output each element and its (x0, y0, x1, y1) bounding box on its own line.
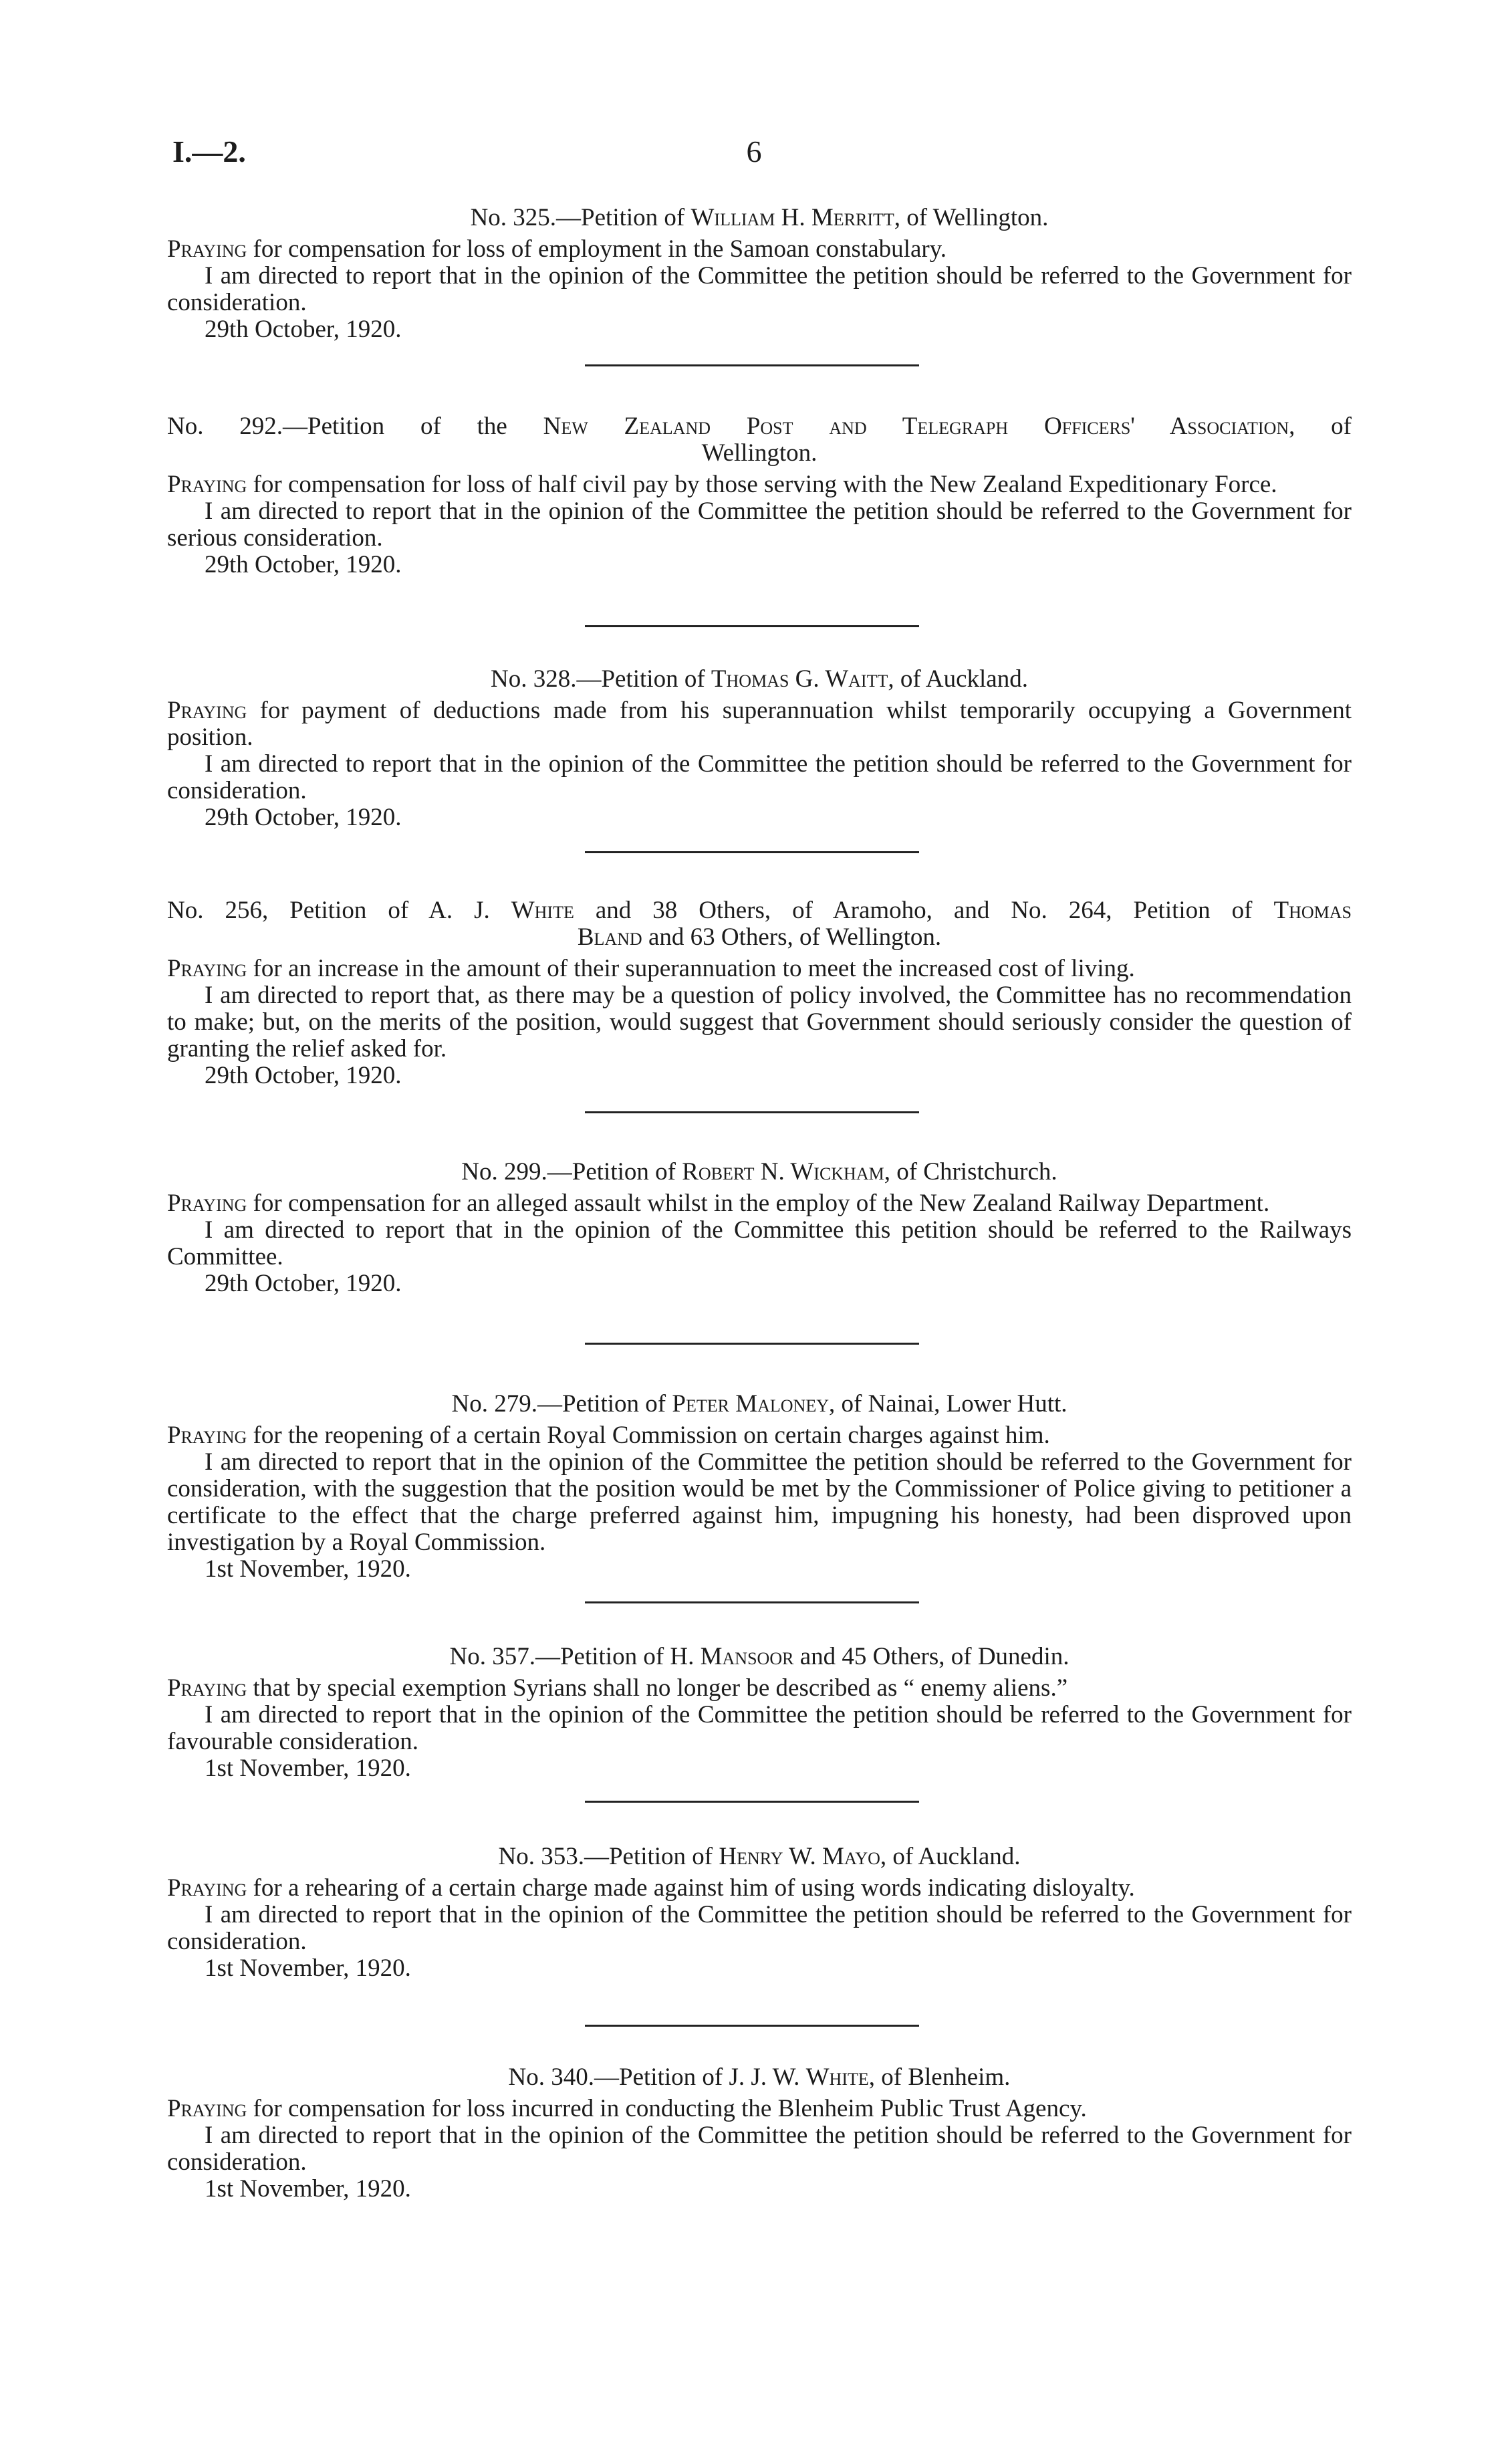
report-date: 29th October, 1920. (205, 1062, 402, 1089)
petition-entry (167, 2064, 1352, 2203)
committee-report: I am directed to report that in the opinion of the Committee the petition should be referred to the Government for consideration. (167, 1901, 1352, 1955)
petition-entry (167, 666, 1352, 831)
praying-clause: Praying that by special exemption Syrians shall no longer be described as “ enemy aliens.” (167, 1674, 1068, 1702)
section-divider (585, 1111, 919, 1113)
petition-entry (167, 1391, 1352, 1583)
committee-report: I am directed to report that in the opinion of the Committee the petition should be referred to the Government for consideration. (167, 2122, 1352, 2176)
paper-reference: I.—2. (172, 134, 246, 169)
report-date: 1st November, 1920. (205, 1555, 411, 1583)
petition-entry (167, 1644, 1352, 1782)
praying-clause: Praying for the reopening of a certain Royal Commission on certain charges against him. (167, 1422, 1050, 1449)
section-divider (585, 1801, 919, 1803)
petition-entry (167, 205, 1352, 343)
report-date: 1st November, 1920. (205, 1954, 411, 1982)
praying-clause: Praying for an increase in the amount of their superannuation to meet the increased cost of living. (167, 955, 1135, 982)
report-date: 1st November, 1920. (205, 2175, 411, 2203)
section-divider (585, 851, 919, 853)
praying-clause: Praying for a rehearing of a certain charge made against him of using words indicating disloyalty. (167, 1874, 1135, 1902)
petition-title: No. 325.—Petition of William H. Merritt, of Wellington. (470, 204, 1049, 231)
petition-title: No. 256, Petition of A. J. White and 38 Others, of Aramoho, and No. 264, Petition of Thomas (167, 897, 1352, 924)
report-date: 29th October, 1920. (205, 804, 402, 831)
committee-report: I am directed to report that in the opinion of the Committee the petition should be referred to the Government for consideration, with the suggestion that the position would be met by the Commissioner of Police giving to petitioner a certificate to the effect that the charge preferred against him, impugning his honesty, had been disproved upon investigation by a Royal Commission. (167, 1448, 1352, 1556)
committee-report: I am directed to report that in the opinion of the Committee the petition should be referred to the Government for favourable consideration. (167, 1701, 1352, 1755)
section-divider (585, 625, 919, 627)
petition-entry (167, 897, 1352, 1089)
praying-clause: Praying for compensation for loss incurred in conducting the Blenheim Public Trust Agency. (167, 2095, 1087, 2122)
petition-title: No. 299.—Petition of Robert N. Wickham, of Christchurch. (461, 1158, 1057, 1186)
praying-clause: Praying for payment of deductions made from his superannuation whilst temporarily occupying a Government position. (167, 697, 1352, 751)
praying-clause: Praying for compensation for an alleged assault whilst in the employ of the New Zealand Railway Department. (167, 1190, 1270, 1217)
praying-clause: Praying for compensation for loss of half civil pay by those serving with the New Zealand Expeditionary Force. (167, 471, 1277, 498)
report-date: 1st November, 1920. (205, 1755, 411, 1782)
report-date: 29th October, 1920. (205, 1270, 402, 1297)
section-divider (585, 364, 919, 366)
petition-title: No. 340.—Petition of J. J. W. White, of Blenheim. (508, 2063, 1011, 2091)
petition-title: No. 328.—Petition of Thomas G. Waitt, of Auckland. (491, 665, 1028, 693)
petition-entry (167, 1159, 1352, 1297)
committee-report: I am directed to report that, as there may be a question of policy involved, the Committee has no recommendation to make; but, on the merits of the position, would suggest that Government should seriously consider the question of granting the relief asked for. (167, 982, 1352, 1062)
committee-report: I am directed to report that in the opinion of the Committee the petition should be referred to the Government for serious consideration. (167, 497, 1352, 552)
praying-clause: Praying for compensation for loss of employment in the Samoan constabulary. (167, 235, 947, 263)
report-date: 29th October, 1920. (205, 551, 402, 578)
committee-report: I am directed to report that in the opinion of the Committee this petition should be referred to the Railways Committee. (167, 1216, 1352, 1270)
section-divider (585, 1601, 919, 1603)
petition-title-continued: Wellington. (701, 439, 818, 467)
petition-entry (167, 1843, 1352, 1982)
committee-report: I am directed to report that in the opinion of the Committee the petition should be referred to the Government for consideration. (167, 262, 1352, 316)
page-number: 6 (746, 134, 762, 169)
petition-title-continued: Bland and 63 Others, of Wellington. (577, 923, 942, 951)
section-divider (585, 2025, 919, 2027)
petition-entry (167, 413, 1352, 578)
report-date: 29th October, 1920. (205, 316, 402, 343)
petition-title: No. 292.—Petition of the New Zealand Post and Telegraph Officers' Association, of (167, 413, 1352, 440)
committee-report: I am directed to report that in the opinion of the Committee the petition should be referred to the Government for consideration. (167, 750, 1352, 804)
section-divider (585, 1343, 919, 1345)
petition-title: No. 357.—Petition of H. Mansoor and 45 Others, of Dunedin. (449, 1643, 1070, 1670)
petition-title: No. 279.—Petition of Peter Maloney, of Nainai, Lower Hutt. (451, 1390, 1067, 1418)
petition-title: No. 353.—Petition of Henry W. Mayo, of Auckland. (498, 1843, 1021, 1870)
